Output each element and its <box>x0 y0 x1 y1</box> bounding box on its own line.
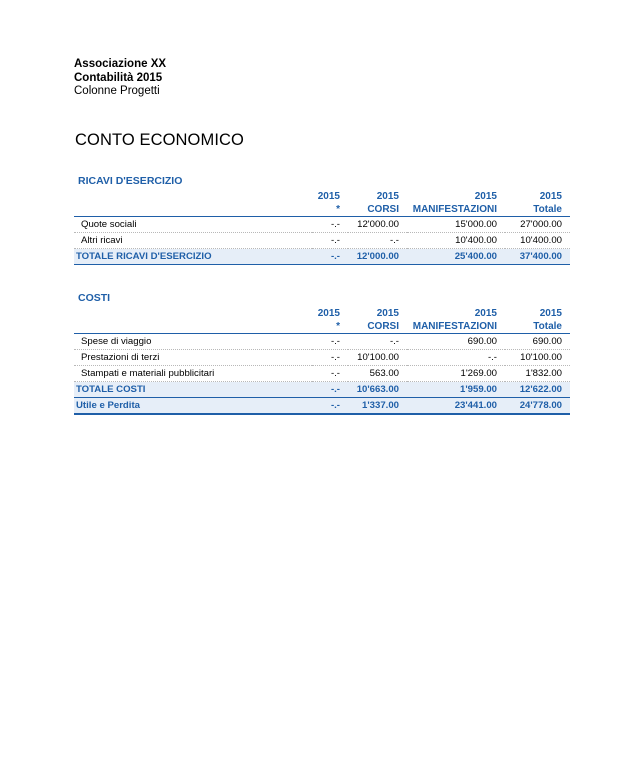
section-title-costi: COSTI <box>78 292 111 304</box>
cell-value: -.- <box>312 334 348 350</box>
column-year: 2015 <box>539 191 562 202</box>
organization-name: Associazione XX <box>74 58 167 70</box>
cell-value: -.- <box>407 350 505 366</box>
total-value: 12'622.00 <box>505 382 570 398</box>
total-label: TOTALE COSTI <box>74 382 312 398</box>
cell-value: 1'832.00 <box>505 366 570 382</box>
column-name: Totale <box>505 320 570 334</box>
result-row-utile-perdita <box>74 398 570 415</box>
header-spacer <box>74 320 312 334</box>
cell-value: -.- <box>312 366 348 382</box>
total-value: 10'663.00 <box>348 382 407 398</box>
total-value: -.- <box>312 249 348 265</box>
column-name: MANIFESTAZIONI <box>407 203 505 217</box>
column-name: * <box>312 203 348 217</box>
cell-value: 563.00 <box>348 366 407 382</box>
column-header-name-row <box>74 203 570 217</box>
column-name: MANIFESTAZIONI <box>407 320 505 334</box>
cell-value: 1'269.00 <box>407 366 505 382</box>
table-row <box>74 334 570 350</box>
cell-value: 690.00 <box>407 334 505 350</box>
result-value: 1'337.00 <box>348 398 407 415</box>
total-value: 12'000.00 <box>348 249 407 265</box>
result-value: 23'441.00 <box>407 398 505 415</box>
cell-value: 10'400.00 <box>505 233 570 249</box>
column-header-name-row <box>74 320 570 334</box>
row-label: Stampati e materiali pubblicitari <box>74 366 312 382</box>
total-row-costi <box>74 382 570 398</box>
table-row <box>74 366 570 382</box>
ricavi-table <box>74 190 570 265</box>
column-name: Totale <box>505 203 570 217</box>
column-year: 2015 <box>539 308 562 319</box>
total-value: 25'400.00 <box>407 249 505 265</box>
cell-value: -.- <box>348 233 407 249</box>
total-label: TOTALE RICAVI D'ESERCIZIO <box>74 249 312 265</box>
table-row <box>74 350 570 366</box>
column-year: 2015 <box>474 308 497 319</box>
column-year: 2015 <box>474 191 497 202</box>
column-year: 2015 <box>317 191 340 202</box>
report-subtitle: Colonne Progetti <box>74 85 160 97</box>
column-header-year-row <box>74 307 570 320</box>
cell-value: -.- <box>312 233 348 249</box>
result-value: 24'778.00 <box>505 398 570 415</box>
column-name: CORSI <box>348 203 407 217</box>
column-year: 2015 <box>317 308 340 319</box>
section-title-ricavi: RICAVI D'ESERCIZIO <box>78 175 183 187</box>
column-header-year-row <box>74 190 570 203</box>
cell-value: 10'100.00 <box>505 350 570 366</box>
total-value: 37'400.00 <box>505 249 570 265</box>
row-label: Altri ricavi <box>74 233 312 249</box>
cell-value: 15'000.00 <box>407 217 505 233</box>
cell-value: 10'400.00 <box>407 233 505 249</box>
header-spacer <box>74 203 312 217</box>
table-row <box>74 217 570 233</box>
cell-value: -.- <box>348 334 407 350</box>
result-value: -.- <box>312 398 348 415</box>
row-label: Prestazioni di terzi <box>74 350 312 366</box>
report-name: Contabilità 2015 <box>74 71 163 84</box>
total-row-ricavi <box>74 249 570 265</box>
row-label: Quote sociali <box>74 217 312 233</box>
column-year: 2015 <box>376 191 399 202</box>
costi-table <box>74 307 570 415</box>
table-row <box>74 233 570 249</box>
total-value: -.- <box>312 382 348 398</box>
cell-value: -.- <box>312 217 348 233</box>
cell-value: -.- <box>312 350 348 366</box>
page-title: CONTO ECONOMICO <box>75 131 244 149</box>
total-value: 1'959.00 <box>407 382 505 398</box>
cell-value: 10'100.00 <box>348 350 407 366</box>
column-name: * <box>312 320 348 334</box>
cell-value: 12'000.00 <box>348 217 407 233</box>
column-name: CORSI <box>348 320 407 334</box>
header-spacer <box>74 307 312 320</box>
cell-value: 690.00 <box>505 334 570 350</box>
column-year: 2015 <box>376 308 399 319</box>
report-header <box>74 58 166 99</box>
row-label: Spese di viaggio <box>74 334 312 350</box>
header-spacer <box>74 190 312 203</box>
cell-value: 27'000.00 <box>505 217 570 233</box>
result-label: Utile e Perdita <box>74 398 312 415</box>
